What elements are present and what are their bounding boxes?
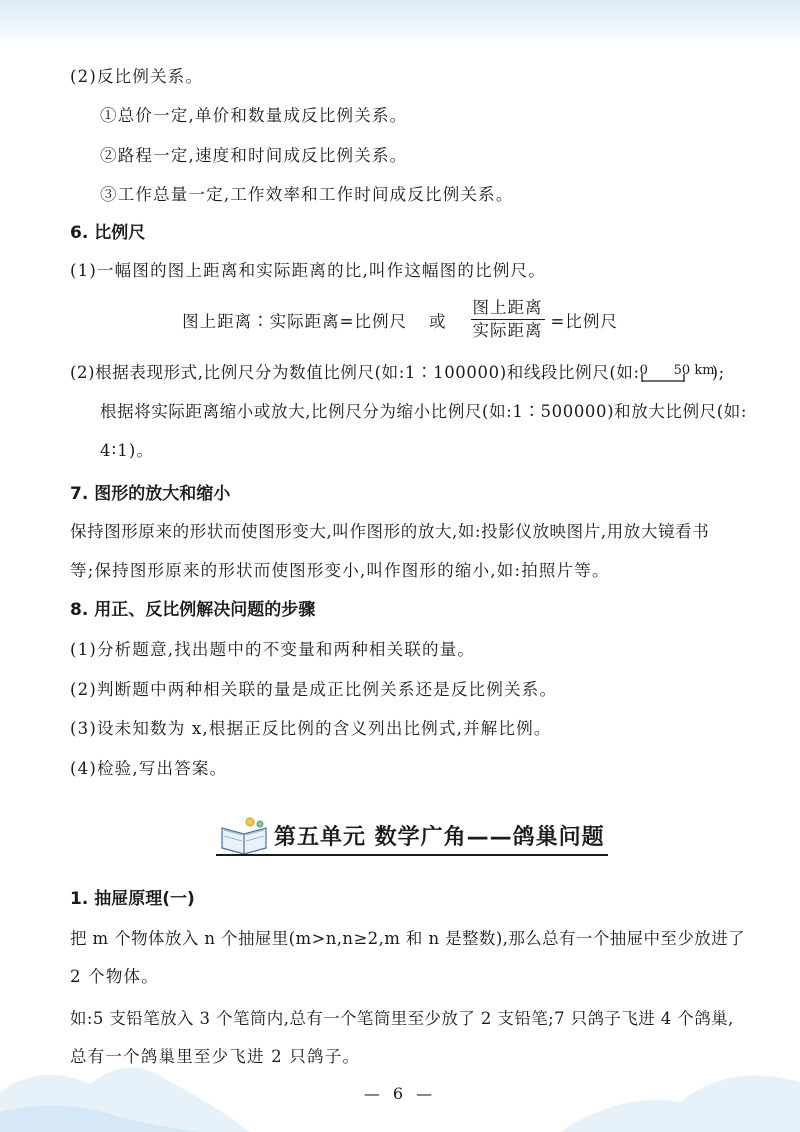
scale-bar-end: 50 km xyxy=(673,363,715,378)
inverse-item-3: ③工作总量一定,工作效率和工作时间成反比例关系。 xyxy=(100,185,514,204)
step-2: (2)判断题中两种相关联的量是成正比例关系还是反比例关系。 xyxy=(70,680,558,699)
pigeonhole-statement-2: 2 个物体。 xyxy=(70,967,159,986)
step-4: (4)检验,写出答案。 xyxy=(70,759,228,778)
scale-types-line-2: 根据将实际距离缩小或放大,比例尺分为缩小比例尺(如:1∶500000)和放大比例尺(如: xyxy=(100,402,748,421)
inverse-item-2: ②路程一定,速度和时间成反比例关系。 xyxy=(100,146,408,165)
pigeonhole-heading: 1. 抽屉原理(一) xyxy=(70,889,195,909)
section-6-heading: 6. 比例尺 xyxy=(70,223,146,243)
scale-definition: (1)一幅图的图上距离和实际距离的比,叫作这幅图的比例尺。 xyxy=(70,261,546,280)
scale-types-close: ); xyxy=(711,363,725,382)
step-1: (1)分析题意,找出题中的不变量和两种相关联的量。 xyxy=(70,640,476,659)
fraction-numerator: 图上距离 xyxy=(471,298,545,320)
fraction-denominator: 实际距离 xyxy=(472,321,543,340)
inverse-item-1: ①总价一定,单价和数量成反比例关系。 xyxy=(100,106,408,125)
pigeonhole-example-2: 总有一个鸽巢里至少飞进 2 只鸽子。 xyxy=(70,1047,361,1066)
enlarge-reduce-line-1: 保持图形原来的形状而使图形变大,叫作图形的放大,如:投影仪放映图片,用放大镜看书 xyxy=(70,522,710,541)
book-icon xyxy=(216,814,272,856)
page-number: — 6 — xyxy=(363,1084,437,1103)
pigeonhole-statement-1: 把 m 个物体放入 n 个抽屉里(m>n,n≥2,m 和 n 是整数),那么总有一个抽屉中至少放进了 xyxy=(70,929,745,948)
scale-types-text: (2)根据表现形式,比例尺分为数值比例尺(如:1∶100000)和线段比例尺(如: xyxy=(70,363,640,382)
pigeonhole-example-1: 如:5 支铅笔放入 3 个笔筒内,总有一个笔筒里至少放了 2 支铅笔;7 只鸽子飞进 4 个鸽巢, xyxy=(70,1009,734,1028)
formula-equals-scale: =比例尺 xyxy=(550,311,618,331)
section-7-heading: 7. 图形的放大和缩小 xyxy=(70,484,231,504)
unit-title: 第五单元 数学广角——鸽巢问题 xyxy=(274,825,605,850)
line-scale-bar xyxy=(639,362,715,384)
formula-or: 或 xyxy=(429,311,447,331)
enlarge-reduce-line-2: 等;保持图形原来的形状而使图形变小,叫作图形的缩小,如:拍照片等。 xyxy=(70,561,610,580)
section-8-heading: 8. 用正、反比例解决问题的步骤 xyxy=(70,600,316,620)
unit-underline xyxy=(216,854,608,856)
mountain-decoration xyxy=(0,1022,800,1132)
step-3: (3)设未知数为 x,根据正反比例的含义列出比例式,并解比例。 xyxy=(70,719,552,738)
formula-ratio: 图上距离∶实际距离=比例尺 xyxy=(182,311,407,331)
scale-types-line-1 xyxy=(70,362,725,384)
unit-banner xyxy=(216,814,608,858)
top-decoration-band xyxy=(0,0,800,46)
scale-types-line-3: 4∶1)。 xyxy=(100,441,155,460)
inverse-proportion-title: (2)反比例关系。 xyxy=(70,67,204,86)
scale-bar-start: 0 xyxy=(639,363,648,378)
formula-fraction xyxy=(471,298,545,341)
scale-formula xyxy=(0,298,800,341)
